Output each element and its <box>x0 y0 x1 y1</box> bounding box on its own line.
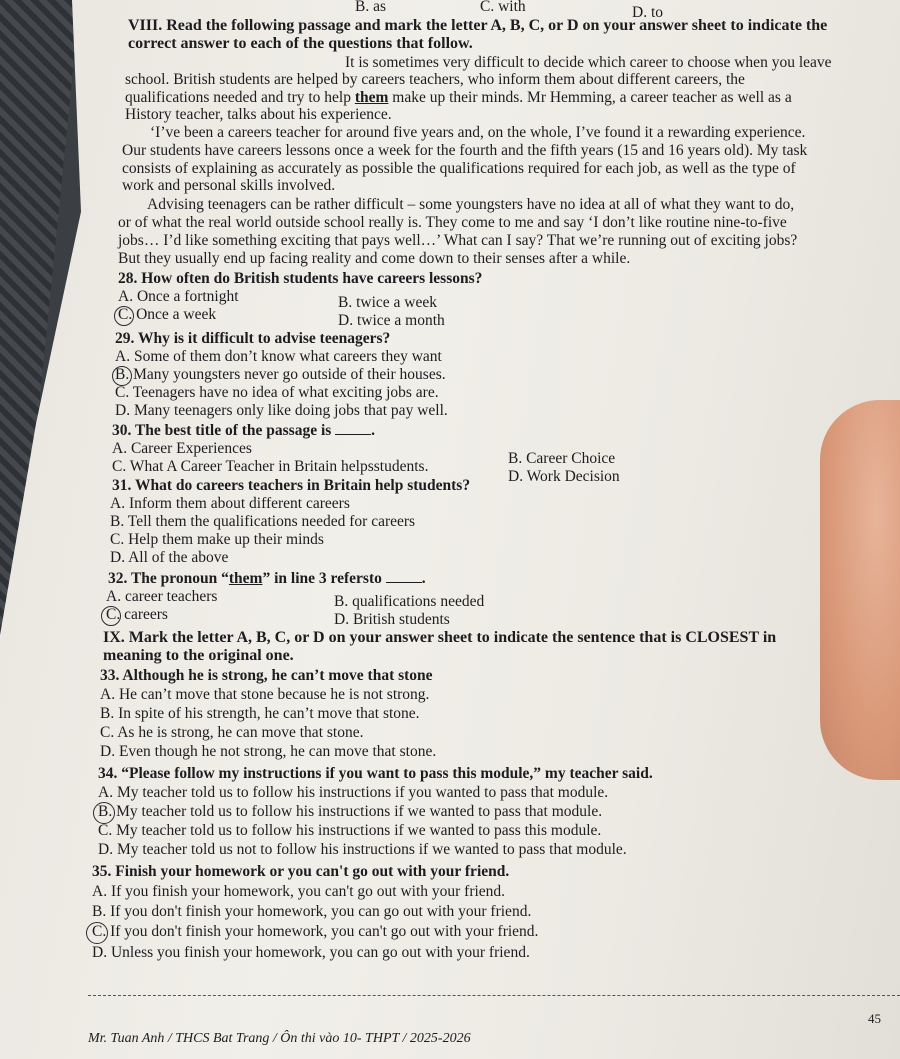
q33-stem: 33. Although he is strong, he can’t move that stone <box>100 667 433 684</box>
q34-option-a: A. My teacher told us to follow his instructions if you wanted to pass that module. <box>98 784 609 801</box>
passage-p1-line1: It is sometimes very difficult to decide which career to choose when you leave <box>345 54 832 71</box>
passage-p2-line3: consists of explaining as accurately as possible the qualifications required for each job, as well as the type of <box>122 160 796 177</box>
thumb-overlay <box>820 400 900 780</box>
section8-heading-line2: correct answer to each of the questions that follow. <box>128 35 473 52</box>
passage-p3-line3: jobs… I’d like something exciting that pays well…’ What can I say? That we’re running out of exciting jobs? <box>118 232 798 249</box>
q33-option-b: B. In spite of his strength, he can’t move that stone. <box>100 705 420 722</box>
q30-option-b: B. Career Choice <box>508 450 616 467</box>
q30-option-c: C. What A Career Teacher in Britain helpsstudents. <box>112 458 429 475</box>
q35-option-b: B. If you don't finish your homework, you can go out with your friend. <box>92 903 532 920</box>
q31-option-d: D. All of the above <box>110 549 229 566</box>
passage-p2-line4: work and personal skills involved. <box>122 177 336 194</box>
q32-option-c: C. careers <box>106 606 168 623</box>
q35-answer-circle <box>86 922 108 944</box>
passage-p1-line4: History teacher, talks about his experience. <box>125 106 392 123</box>
q32-stem: 32. The pronoun “them” in line 3 refersto . <box>108 570 426 587</box>
q29-answer-circle <box>112 366 132 386</box>
q31-option-b: B. Tell them the qualifications needed for careers <box>110 513 416 530</box>
page-number: 45 <box>868 1011 881 1026</box>
q31-stem: 31. What do careers teachers in Britain help students? <box>112 477 471 494</box>
q32-option-b: B. qualifications needed <box>334 593 485 610</box>
q35-option-a: A. If you finish your homework, you can't go out with your friend. <box>92 883 506 900</box>
section8-heading-line1: VIII. Read the following passage and mark the letter A, B, C, or D on your answer sheet to indicate the <box>128 17 828 34</box>
q35-stem: 35. Finish your homework or you can't go out with your friend. <box>92 863 510 880</box>
q29-option-a: A. Some of them don’t know what careers they want <box>115 348 442 365</box>
q28-option-a: A. Once a fortnight <box>118 288 239 305</box>
q28-option-b: B. twice a week <box>338 294 437 311</box>
q29-stem: 29. Why is it difficult to advise teenagers? <box>115 330 391 347</box>
q34-option-b: B. My teacher told us to follow his instructions if we wanted to pass that module. <box>98 803 603 820</box>
passage-p2-line1: ‘I’ve been a careers teacher for around five years and, on the whole, I’ve found it a rewarding experience. <box>150 124 806 141</box>
q28-option-d: D. twice a month <box>338 312 445 329</box>
q28-option-c: C. Once a week <box>118 306 217 323</box>
q32-option-d: D. British students <box>334 611 450 628</box>
q29-option-b: B. Many youngsters never go outside of their houses. <box>115 366 446 383</box>
prev-option-d: D. to <box>632 4 663 21</box>
q35-option-d: D. Unless you finish your homework, you can go out with your friend. <box>92 944 530 961</box>
passage-p3-line1: Advising teenagers can be rather difficult – some youngsters have no idea at all of what they want to do, <box>147 196 795 213</box>
q34-option-c: C. My teacher told us to follow his instructions if we wanted to pass this module. <box>98 822 602 839</box>
q32-option-a: A. career teachers <box>106 588 218 605</box>
q31-option-c: C. Help them make up their minds <box>110 531 324 548</box>
prev-option-b: B. as <box>355 0 386 15</box>
q30-option-d: D. Work Decision <box>508 468 620 485</box>
q32-answer-circle <box>101 606 121 626</box>
section9-heading-line1: IX. Mark the letter A, B, C, or D on your answer sheet to indicate the sentence that is CLOSEST in <box>103 629 777 646</box>
q35-option-c: C. If you don't finish your homework, you can't go out with your friend. <box>92 923 539 940</box>
q30-option-a: A. Career Experiences <box>112 440 252 457</box>
q34-answer-circle <box>93 802 115 824</box>
underlined-them: them <box>354 89 389 106</box>
q29-option-c: C. Teenagers have no idea of what exciting jobs are. <box>115 384 439 401</box>
q34-option-d: D. My teacher told us not to follow his instructions if we wanted to pass that module. <box>98 841 627 858</box>
passage-p1-line2: school. British students are helped by careers teachers, who inform them about different careers, the <box>125 71 745 88</box>
q28-answer-circle <box>114 306 134 326</box>
q33-option-a: A. He can’t move that stone because he is not strong. <box>100 686 430 703</box>
q30-stem: 30. The best title of the passage is . <box>112 422 376 439</box>
footer-text: Mr. Tuan Anh / THCS Bat Trang / Ôn thi vào 10- THPT / 2025-2026 <box>88 1031 471 1046</box>
passage-p3-line2: or of what the real world outside school really is. They come to me and say ‘I don’t like routine nine-to-five <box>118 214 787 231</box>
section9-heading-line2: meaning to the original one. <box>103 647 294 664</box>
q34-stem: 34. “Please follow my instructions if you want to pass this module,” my teacher said. <box>98 765 653 782</box>
q33-option-c: C. As he is strong, he can move that stone. <box>100 724 364 741</box>
q28-stem: 28. How often do British students have careers lessons? <box>118 270 483 287</box>
passage-p2-line2: Our students have careers lessons once a week for the fourth and the fifth years (15 and 16 years old). My task <box>122 142 808 159</box>
q33-option-d: D. Even though he not strong, he can move that stone. <box>100 743 437 760</box>
q29-option-d: D. Many teenagers only like doing jobs that pay well. <box>115 402 448 419</box>
passage-p3-line4: But they usually end up facing reality and come down to their senses after a while. <box>118 250 631 267</box>
passage-p1-line3: qualifications needed and try to help them make up their minds. Mr Hemming, a career teacher as well as a <box>125 89 792 106</box>
q31-option-a: A. Inform them about different careers <box>110 495 350 512</box>
prev-option-c: C. with <box>480 0 526 15</box>
footer-divider <box>88 995 900 996</box>
